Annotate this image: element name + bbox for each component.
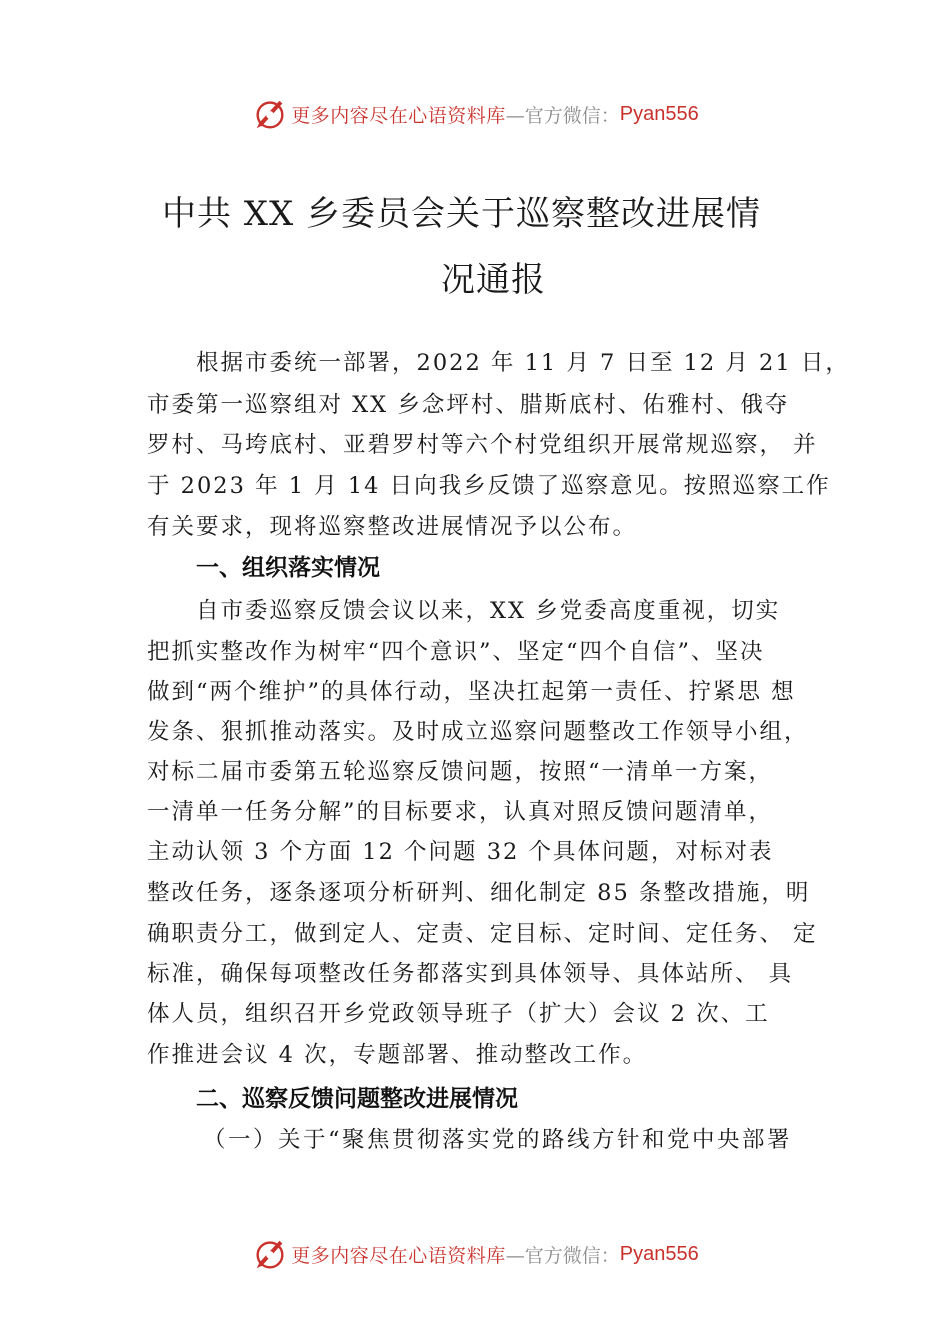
paragraph-line: 自市委巡察反馈会议以来，XX 乡党委高度重视，切实 (196, 598, 781, 624)
header-banner (0, 94, 950, 134)
paragraph-line: 一清单一任务分解”的目标要求，认真对照反馈问题清单， (147, 799, 774, 825)
paragraph-line: 于 2023 年 1 月 14 日向我乡反馈了巡察意见。按照巡察工作 (147, 473, 831, 499)
paragraph-line: 确职责分工，做到定人、定责、定目标、定时间、定任务、 定 (147, 921, 818, 947)
document-title-line2: 况通报 (441, 260, 546, 300)
paragraph-line: 标准，确保每项整改任务都落实到具体领导、具体站所、 具 (147, 961, 794, 987)
pen-logo-icon (251, 1235, 289, 1273)
banner-wechat-label: —官方微信： (505, 1244, 620, 1267)
banner-wechat-id: Pyan556 (619, 102, 699, 125)
paragraph-line: 对标二届市委第五轮巡察反馈问题，按照“一清单一方案， (147, 759, 774, 785)
subsection-heading-1: （一）关于“聚焦贯彻落实党的路线方针和党中央部署 (203, 1127, 793, 1153)
paragraph-line: 把抓实整改作为树牢“四个意识”、坚定“四个自信”、坚决 (147, 639, 765, 665)
section-heading-2: 二、巡察反馈问题整改进展情况 (196, 1086, 518, 1112)
banner-wechat-id: Pyan556 (619, 1242, 699, 1265)
banner-wechat-label: —官方微信： (505, 104, 620, 127)
paragraph-line: 做到“两个维护”的具体行动，坚决扛起第一责任、拧紧思 想 (147, 679, 796, 705)
banner-library-text: 更多内容尽在心语资料库 (291, 104, 506, 127)
paragraph-line: 作推进会议 4 次，专题部署、推动整改工作。 (147, 1042, 648, 1068)
paragraph-line: 有关要求，现将巡察整改进展情况予以公布。 (147, 514, 638, 540)
paragraph-line: 市委第一巡察组对 XX 乡念坪村、腊斯底村、佑雅村、俄夺 (147, 392, 790, 418)
section-heading-1: 一、组织落实情况 (196, 555, 380, 581)
footer-banner (0, 1234, 950, 1274)
pen-logo-icon (251, 95, 289, 133)
document-title-line1: 中共 XX 乡委员会关于巡察整改进展情 (162, 194, 762, 234)
paragraph-line: 罗村、马垮底村、亚碧罗村等六个村党组织开展常规巡察， 并 (147, 432, 818, 458)
paragraph-line: 发条、狠抓推动落实。及时成立巡察问题整改工作领导小组， (147, 719, 809, 745)
paragraph-line: 根据市委统一部署，2022 年 11 月 7 日至 12 月 21 日， (196, 350, 850, 376)
paragraph-line: 整改任务，逐条逐项分析研判、细化制定 85 条整改措施，明 (147, 880, 811, 906)
paragraph-line: 体人员，组织召开乡党政领导班子（扩大）会议 2 次、工 (147, 1001, 770, 1027)
banner-library-text: 更多内容尽在心语资料库 (291, 1244, 506, 1267)
paragraph-line: 主动认领 3 个方面 12 个问题 32 个具体问题，对标对表 (147, 839, 774, 865)
